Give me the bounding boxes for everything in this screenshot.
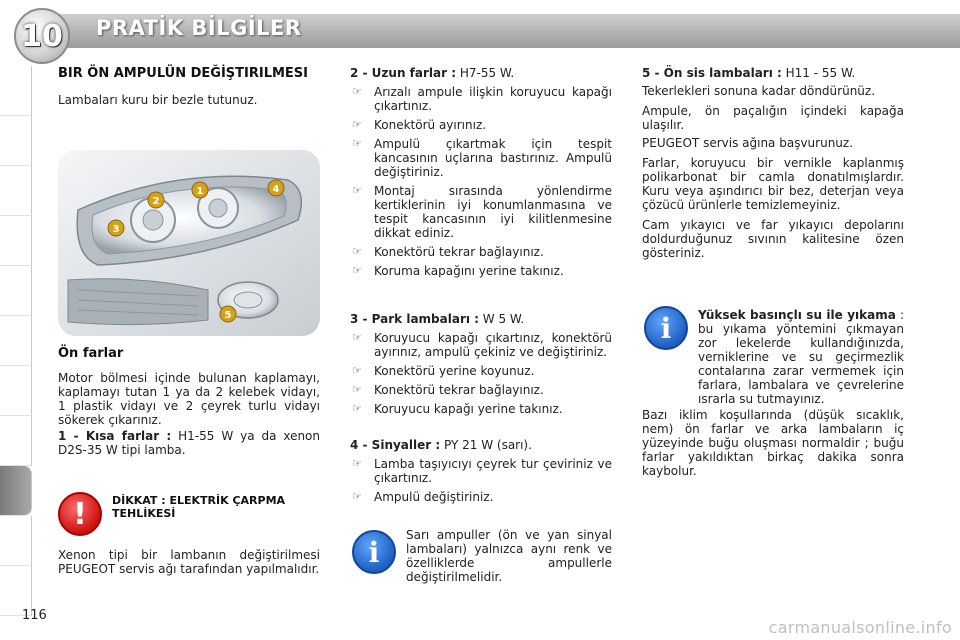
info-note-pressure-wash bbox=[642, 308, 904, 478]
high-beam-label: 2 - Uzun farlar : bbox=[350, 66, 457, 80]
column-right bbox=[642, 66, 904, 260]
pointing-hand-icon: ☞ bbox=[352, 490, 362, 503]
warning-title: DİKKAT : ELEKTRİK ÇARPMA TEHLİKESİ bbox=[112, 494, 286, 520]
pressure-wash-lead bbox=[642, 308, 904, 406]
column-left bbox=[58, 66, 320, 107]
label-badge bbox=[268, 180, 284, 196]
low-beam-label: 1 - Kısa farlar : bbox=[58, 429, 172, 443]
high-beam-value: H7-55 W. bbox=[459, 66, 515, 80]
list-item: ☞ Arızalı ampule ilişkin koruyucu kapağı çıkartınız. bbox=[352, 85, 612, 113]
pointing-hand-icon: ☞ bbox=[352, 331, 362, 344]
front-lights-title: Ön farlar bbox=[58, 346, 124, 361]
paragraph: Farlar, koruyucu bir vernikle kaplanmış polikarbonat bir camla donatılmışlardır. Kuru veya aşındırıcı bir bez, deterjan veya çözücü ürünlerle temizlemeyiniz. bbox=[642, 156, 904, 212]
info-icon: i bbox=[644, 306, 688, 350]
label-1: 1 bbox=[196, 186, 204, 197]
list-item: ☞ Konektörü tekrar bağlayınız. bbox=[352, 245, 544, 259]
warning-icon: ! bbox=[58, 492, 102, 536]
label-4: 4 bbox=[272, 184, 280, 195]
paragraph: Tekerlekleri sonuna kadar döndürünüz. bbox=[642, 84, 876, 98]
condensation-text: Bazı iklim koşullarında (düşük sıcaklık, nem) ön farlar ve arka lambaların iç yüzeyinde buğu oluşması normaldir ; buğu farlar yakıldıktan birkaç dakika sonra kaybolur. bbox=[642, 408, 904, 478]
front-lights-text: Motor bölmesi içinde bulunan kaplamayı, kaplamayı tutan 1 ya da 2 kelebek vidayı, 1 plastik vidayı ve 2 çeyrek turlu vidayı sökerek çıkarınız. bbox=[58, 371, 320, 427]
list-item: ☞ Konektörü ayırınız. bbox=[352, 118, 487, 132]
pointing-hand-icon: ☞ bbox=[352, 85, 362, 98]
label-2: 2 bbox=[152, 196, 160, 207]
park-lights-heading bbox=[350, 312, 612, 326]
pointing-hand-icon: ☞ bbox=[352, 245, 362, 258]
label-badge bbox=[148, 192, 164, 208]
warning-text: Xenon tipi bir lambanın değiştirilmesi PEUGEOT servis ağı tarafından yapılmalıdır. bbox=[58, 548, 320, 576]
paragraph: Cam yıkayıcı ve far yıkayıcı depolarını doldurduğunuz sıvının kalitesine özen gösteriniz. bbox=[642, 218, 904, 260]
park-lights-label: 3 - Park lambaları : bbox=[350, 312, 479, 326]
info-icon: i bbox=[352, 530, 396, 574]
pressure-wash-bold: Yüksek basınçlı su ile yıkama bbox=[698, 308, 896, 322]
signals-label: 4 - Sinyaller : bbox=[350, 438, 441, 452]
low-beam-text: H1-55 W ya da xenon D2S-35 W tipi lamba. bbox=[58, 429, 320, 457]
column-middle bbox=[350, 66, 612, 504]
list-item: ☞ Konektörü tekrar bağlayınız. bbox=[352, 383, 544, 397]
side-tab[interactable] bbox=[0, 66, 32, 116]
side-tab-active[interactable] bbox=[0, 466, 32, 516]
side-tab[interactable] bbox=[0, 266, 32, 316]
pressure-wash-text: : bu yıkama yöntemini çıkmayan zor lekelerde kullandığınızda, verniklerine ve su geçirmezlik contalarına zarar vermemek için farlara, lambalara ve çevrelerine ısrarla su tutmayınız. bbox=[698, 308, 904, 406]
label-3: 3 bbox=[112, 224, 120, 235]
list-item: ☞ Ampulü çıkartmak için tespit kancasının uçlarına bastırınız. Ampulü değiştiriniz. bbox=[352, 137, 612, 179]
low-beam-item bbox=[58, 429, 320, 457]
list-item: ☞ Konektörü yerine koyunuz. bbox=[352, 364, 535, 378]
signals-value: PY 21 W (sarı). bbox=[444, 438, 532, 452]
side-tab[interactable] bbox=[0, 316, 32, 366]
chapter-badge: 10 bbox=[14, 8, 70, 64]
pointing-hand-icon: ☞ bbox=[352, 383, 362, 396]
signals-heading bbox=[350, 438, 612, 452]
pointing-hand-icon: ☞ bbox=[352, 264, 362, 277]
page-title: PRATİK BİLGİLER bbox=[96, 16, 302, 40]
park-lights-value: W 5 W. bbox=[482, 312, 525, 326]
intro-text: Lambaları kuru bir bezle tutunuz. bbox=[58, 93, 258, 107]
high-beam-heading bbox=[350, 66, 612, 80]
label-badge bbox=[220, 306, 236, 322]
list-item: ☞ Koruma kapağını yerine takınız. bbox=[352, 264, 564, 278]
side-tab[interactable] bbox=[0, 366, 32, 416]
watermark: carmanualsonline.info bbox=[768, 618, 952, 637]
label-badge bbox=[108, 220, 124, 236]
pointing-hand-icon: ☞ bbox=[352, 402, 362, 415]
side-tab[interactable] bbox=[0, 416, 32, 466]
headlight-drawing bbox=[58, 150, 320, 336]
chapter-side-tabs bbox=[0, 66, 34, 616]
paragraph: Ampule, ön paçalığın içindeki kapağa ulaşılır. bbox=[642, 104, 904, 132]
fog-lights-value: H11 - 55 W. bbox=[785, 66, 856, 80]
fog-lights-heading bbox=[642, 66, 904, 80]
info-note-yellow-bulbs: Sarı ampuller (ön ve yan sinyal lambaları) yalnızca aynı renk ve özelliklerde ampullerle değiştirilmelidir. bbox=[406, 528, 612, 584]
pointing-hand-icon: ☞ bbox=[352, 364, 362, 377]
label-badge bbox=[192, 182, 208, 198]
headlight-illustration bbox=[58, 150, 320, 336]
list-item: ☞ Ampulü değiştiriniz. bbox=[352, 490, 494, 504]
page-header bbox=[0, 0, 960, 64]
side-tab[interactable] bbox=[0, 216, 32, 266]
label-5: 5 bbox=[224, 310, 232, 321]
fog-lights-label: 5 - Ön sis lambaları : bbox=[642, 66, 782, 80]
pointing-hand-icon: ☞ bbox=[352, 118, 362, 131]
paragraph: PEUGEOT servis ağına başvurunuz. bbox=[642, 136, 854, 150]
side-tab[interactable] bbox=[0, 166, 32, 216]
list-item: ☞ Koruyucu kapağı yerine takınız. bbox=[352, 402, 563, 416]
front-lights-block bbox=[58, 346, 320, 457]
section-title: BIR ÖN AMPULÜN DEĞİŞTIRILMESI bbox=[58, 66, 308, 81]
list-item: ☞ Montaj sırasında yönlendirme kertiklerinin iyi konumlanmasına ve tespit kancasının iyi kilitlenmesine dikkat ediniz. bbox=[352, 184, 612, 240]
pointing-hand-icon: ☞ bbox=[352, 457, 362, 470]
list-item: ☞ Lamba taşıyıcıyı çeyrek tur çeviriniz ve çıkartınız. bbox=[352, 457, 612, 485]
pointing-hand-icon: ☞ bbox=[352, 137, 362, 150]
page-number: 116 bbox=[22, 608, 47, 623]
side-tab[interactable] bbox=[0, 116, 32, 166]
side-tab[interactable] bbox=[0, 516, 32, 566]
list-item: ☞ Koruyucu kapağı çıkartınız, konektörü ayırınız, ampulü çekiniz ve değiştiriniz. bbox=[352, 331, 612, 359]
pointing-hand-icon: ☞ bbox=[352, 184, 362, 197]
